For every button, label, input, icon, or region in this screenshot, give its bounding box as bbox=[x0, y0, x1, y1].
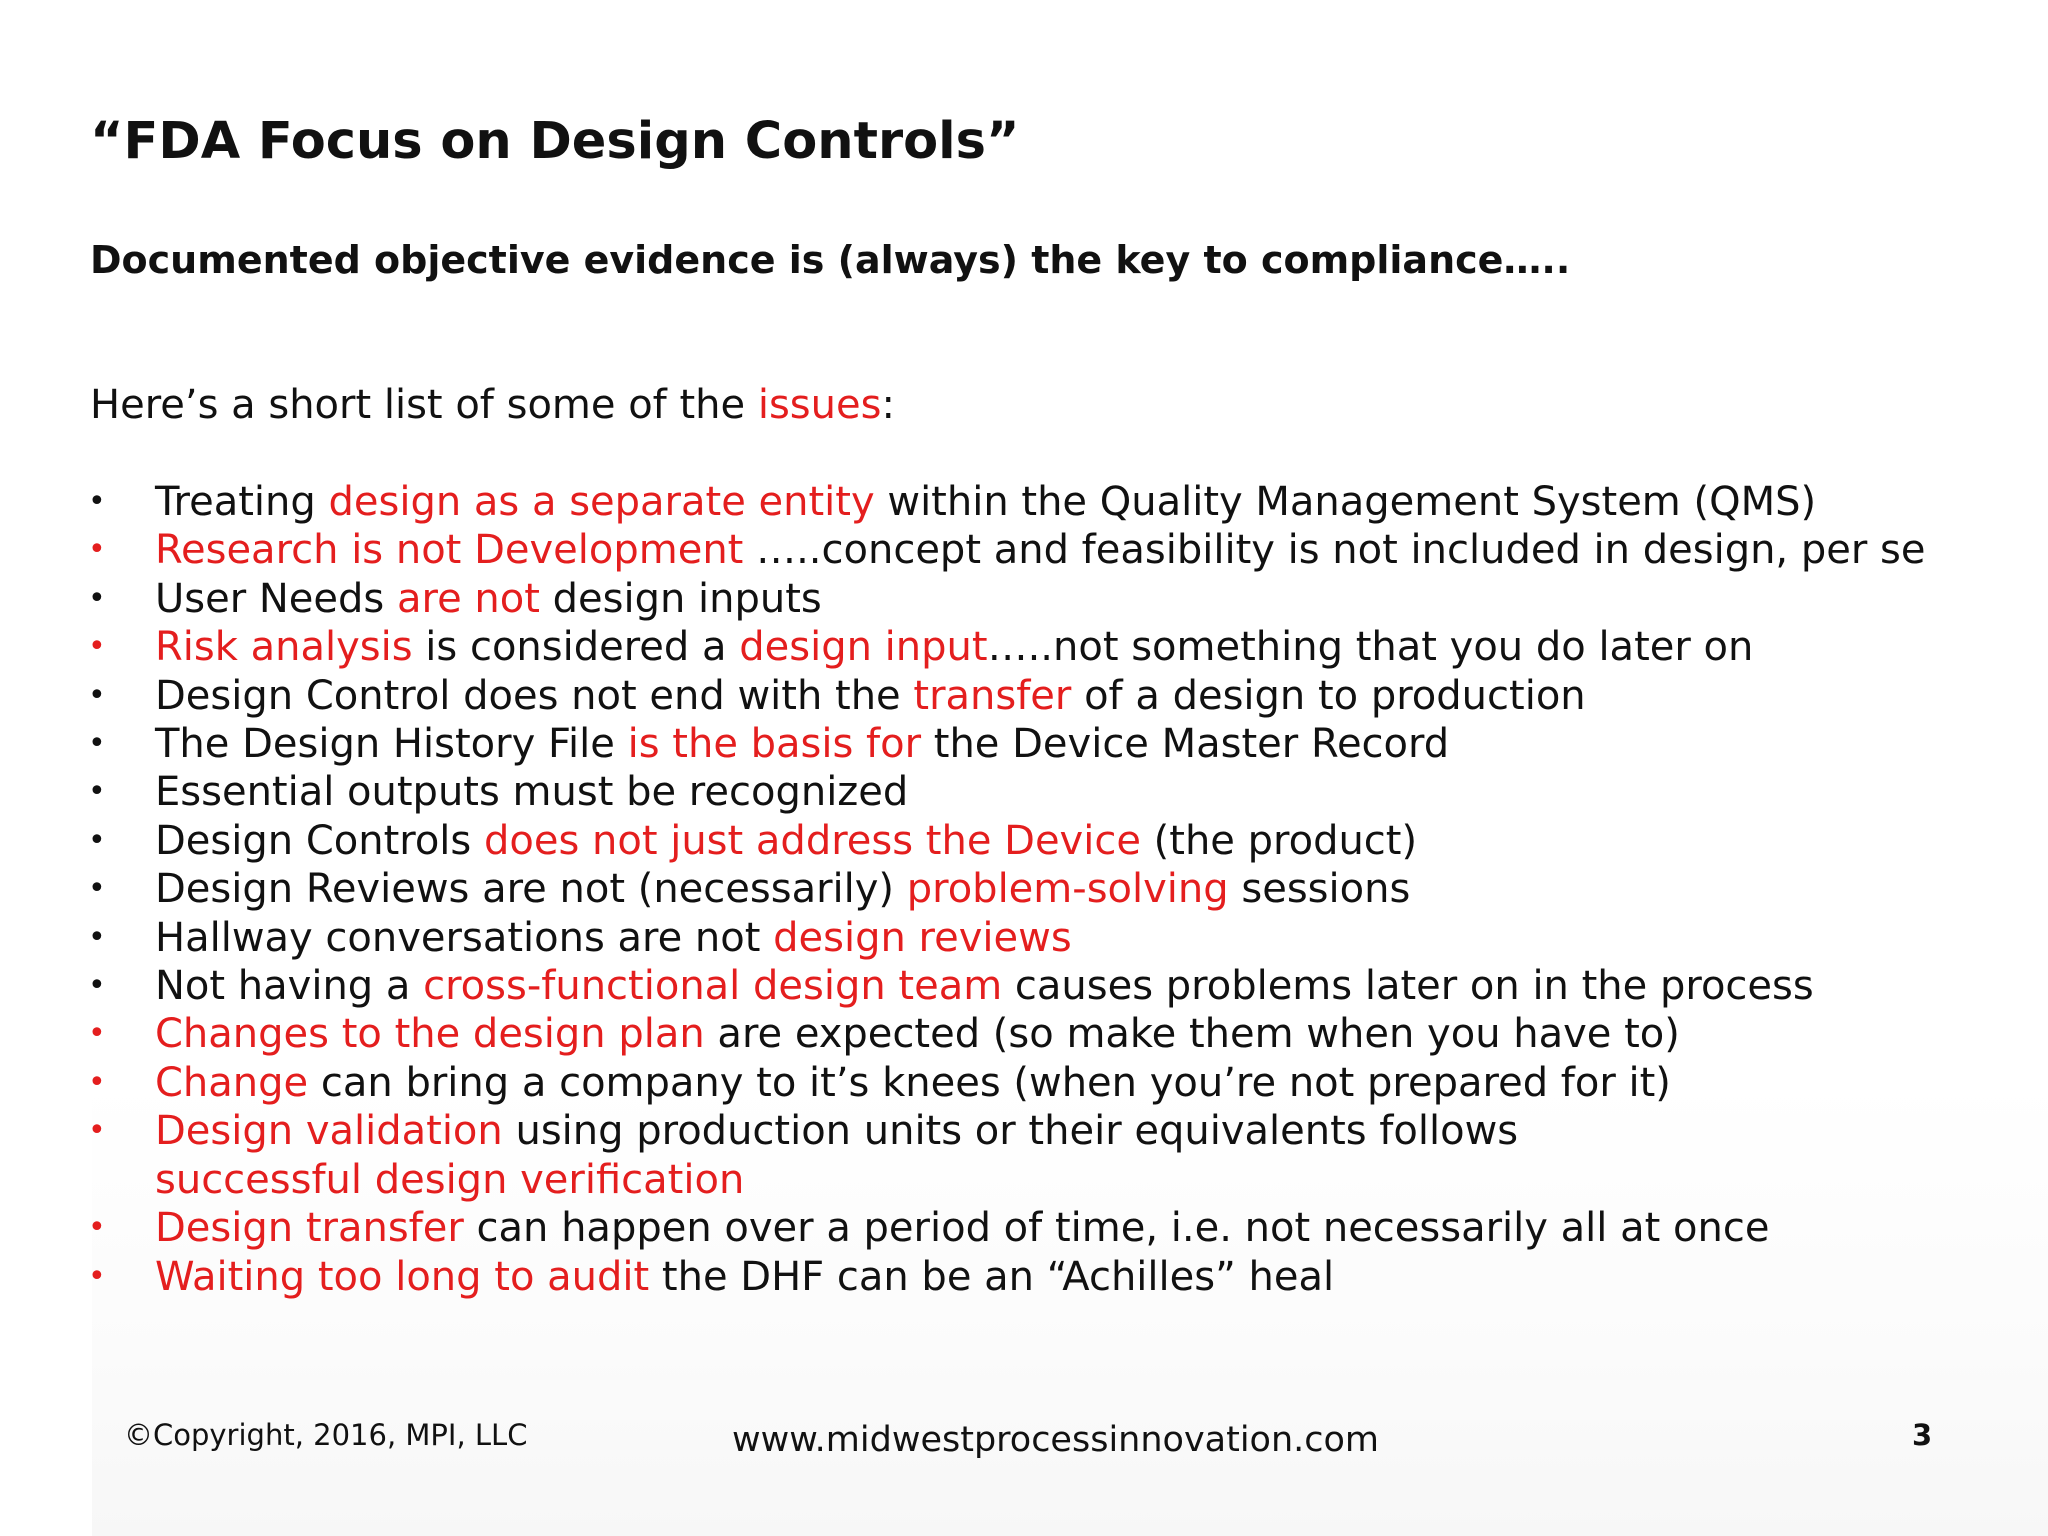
list-item bbox=[0, 526, 1925, 574]
plain-phrase: Not having a bbox=[155, 963, 424, 1010]
list-item bbox=[0, 478, 1925, 526]
list-item bbox=[0, 1253, 1925, 1301]
plain-phrase: can bring a company to it’s knees (when you’re not prepared for it) bbox=[308, 1059, 1671, 1106]
bullet-text bbox=[155, 623, 1925, 671]
highlighted-phrase: Research is not Development bbox=[155, 527, 744, 574]
bullet-text bbox=[155, 672, 1925, 720]
list-item bbox=[0, 720, 1925, 768]
highlighted-phrase: design reviews bbox=[773, 914, 1072, 961]
plain-phrase: Design Controls bbox=[155, 817, 484, 864]
highlighted-phrase: design as a separate entity bbox=[328, 479, 875, 525]
intro-line bbox=[90, 382, 895, 428]
highlighted-phrase: Changes to the design plan bbox=[155, 1011, 705, 1058]
bullet-text bbox=[155, 478, 1925, 526]
bullet-icon: • bbox=[88, 919, 106, 955]
bullet-icon: • bbox=[88, 726, 106, 762]
highlighted-phrase: Design transfer bbox=[155, 1205, 464, 1252]
plain-phrase: Hallway conversations are not bbox=[155, 914, 774, 961]
bullet-icon: • bbox=[88, 1064, 106, 1100]
highlighted-phrase: cross-functional design team bbox=[423, 963, 1003, 1010]
plain-phrase: are expected (so make them when you have to) bbox=[704, 1011, 1680, 1058]
bullet-text bbox=[155, 1010, 1925, 1058]
plain-phrase: the Device Master Record bbox=[921, 721, 1450, 768]
plain-phrase: of a design to production bbox=[1071, 672, 1586, 719]
bullet-icon: • bbox=[88, 580, 106, 616]
bullet-icon: • bbox=[88, 629, 106, 665]
list-item bbox=[0, 962, 1925, 1010]
highlighted-phrase: does not just address the Device bbox=[483, 817, 1141, 864]
bullet-icon: • bbox=[88, 1113, 106, 1149]
bullet-icon: • bbox=[88, 871, 106, 907]
plain-phrase: …..not something that you do later on bbox=[987, 624, 1754, 671]
plain-phrase: Design Reviews are not (necessarily) bbox=[155, 866, 907, 913]
plain-phrase: causes problems later on in the process bbox=[1002, 963, 1814, 1010]
highlighted-phrase: problem-solving bbox=[906, 866, 1229, 913]
bullet-icon: • bbox=[88, 1016, 106, 1052]
plain-phrase: Treating bbox=[155, 479, 329, 525]
highlighted-phrase: Waiting too long to audit bbox=[155, 1253, 650, 1300]
page-number: 3 bbox=[1912, 1418, 1933, 1452]
list-item bbox=[0, 865, 1925, 913]
bullet-text bbox=[155, 768, 1925, 816]
list-item bbox=[0, 1059, 1925, 1107]
bullet-icon: • bbox=[88, 968, 106, 1004]
plain-phrase: User Needs bbox=[155, 575, 397, 622]
intro-text: Here’s a short list of some of the bbox=[90, 382, 758, 428]
bullet-text bbox=[155, 962, 1925, 1010]
plain-phrase: Design Control does not end with the bbox=[155, 672, 914, 719]
list-item bbox=[0, 914, 1925, 962]
highlighted-phrase: Design validation bbox=[155, 1108, 503, 1155]
bullet-text bbox=[155, 817, 1925, 865]
plain-phrase: using production units or their equivalents follows bbox=[502, 1108, 1519, 1155]
plain-phrase: within the Quality Management System (QMS) bbox=[874, 479, 1817, 525]
list-item bbox=[0, 1107, 1925, 1204]
highlighted-phrase: are not bbox=[396, 575, 540, 622]
list-item bbox=[0, 575, 1925, 623]
slide-subtitle: Documented objective evidence is (always) the key to compliance….. bbox=[90, 238, 1571, 282]
plain-phrase: the DHF can be an “Achilles” heal bbox=[649, 1253, 1335, 1300]
plain-phrase: design inputs bbox=[539, 575, 822, 622]
bullet-icon: • bbox=[88, 1210, 106, 1246]
highlighted-phrase: Risk analysis bbox=[155, 624, 413, 671]
bullet-icon: • bbox=[88, 1258, 106, 1294]
highlighted-phrase: is the basis for bbox=[627, 721, 922, 768]
plain-phrase: is considered a bbox=[412, 624, 740, 671]
highlighted-phrase: Change bbox=[155, 1059, 309, 1106]
bullet-icon: • bbox=[88, 484, 106, 519]
list-item bbox=[0, 672, 1925, 720]
slide-title: “FDA Focus on Design Controls” bbox=[90, 112, 1020, 171]
list-item bbox=[0, 817, 1925, 865]
bullet-text bbox=[155, 575, 1925, 623]
bullet-icon: • bbox=[88, 822, 106, 858]
bullet-icon: • bbox=[88, 774, 106, 810]
bullet-text bbox=[155, 1059, 1925, 1107]
list-item bbox=[0, 623, 1925, 671]
bullet-text bbox=[155, 865, 1925, 913]
footer-website: www.midwestprocessinnovation.com bbox=[732, 1420, 1380, 1460]
bullet-text bbox=[155, 1204, 1925, 1252]
plain-phrase: sessions bbox=[1228, 866, 1411, 913]
list-item bbox=[0, 1010, 1925, 1058]
plain-phrase: …..concept and feasibility is not included in design, per se bbox=[743, 527, 1926, 574]
bullet-icon: • bbox=[88, 532, 106, 568]
bullet-text bbox=[155, 720, 1925, 768]
intro-highlight: issues bbox=[757, 382, 882, 428]
bullet-text bbox=[155, 1253, 1925, 1301]
list-item bbox=[0, 768, 1925, 816]
plain-phrase: (the product) bbox=[1140, 817, 1418, 864]
bullet-text bbox=[155, 526, 1925, 574]
plain-phrase: can happen over a period of time, i.e. not necessarily all at once bbox=[463, 1205, 1770, 1252]
bullet-text bbox=[155, 1107, 1925, 1204]
highlighted-phrase: successful design verification bbox=[155, 1156, 745, 1203]
plain-phrase: Essential outputs must be recognized bbox=[155, 769, 909, 816]
highlighted-phrase: design input bbox=[739, 624, 988, 671]
issues-list bbox=[0, 478, 1925, 1301]
list-item bbox=[0, 1204, 1925, 1252]
bullet-text bbox=[155, 914, 1925, 962]
bullet-icon: • bbox=[88, 677, 106, 713]
highlighted-phrase: transfer bbox=[913, 672, 1072, 719]
footer-copyright: ©Copyright, 2016, MPI, LLC bbox=[124, 1418, 528, 1452]
plain-phrase: The Design History File bbox=[155, 721, 628, 768]
intro-text: : bbox=[881, 382, 895, 428]
